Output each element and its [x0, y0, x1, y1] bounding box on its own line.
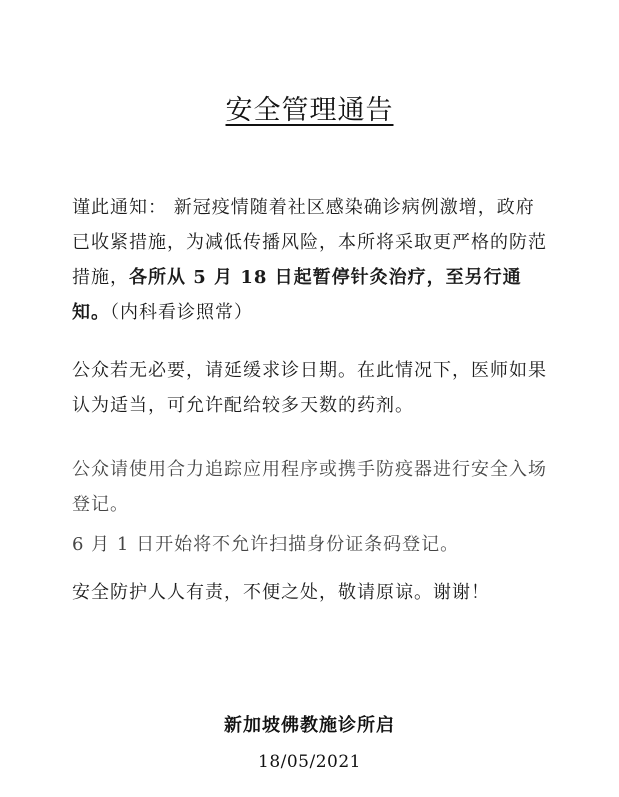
acupuncture-suspension-text: 各所从 5 月 18 日起暂停针灸治疗，至另行通知。 [72, 267, 522, 323]
signature-organization: 新加坡佛教施诊所启 [224, 715, 395, 736]
notice-paragraph-measures [72, 190, 552, 330]
notice-paragraph-tracetogether: 公众请使用合力追踪应用程序或携手防疫器进行安全入场登记。 [72, 459, 547, 515]
measures-intro-text: 谨此通知： 新冠疫情随着社区感染确诊病例激增，政府已收紧措施，为减低传播风险，本所将采取更严格的防范措施， [72, 197, 547, 288]
notice-title: 安全管理通告 [225, 95, 394, 126]
notice-paragraph-id-scan: 6 月 1 日开始将不允许扫描身份证条码登记。 [72, 534, 460, 555]
notice-paragraph-visits: 公众若无必要，请延缓求诊日期。在此情况下，医师如果认为适当，可允许配给较多天数的药剂。 [72, 360, 547, 416]
signature-date: 18/05/2021 [258, 752, 361, 772]
notice-paragraph-closing: 安全防护人人有责，不便之处，敬请原谅。谢谢！ [72, 582, 490, 603]
internal-medicine-note: （内科看诊照常） [110, 302, 253, 323]
